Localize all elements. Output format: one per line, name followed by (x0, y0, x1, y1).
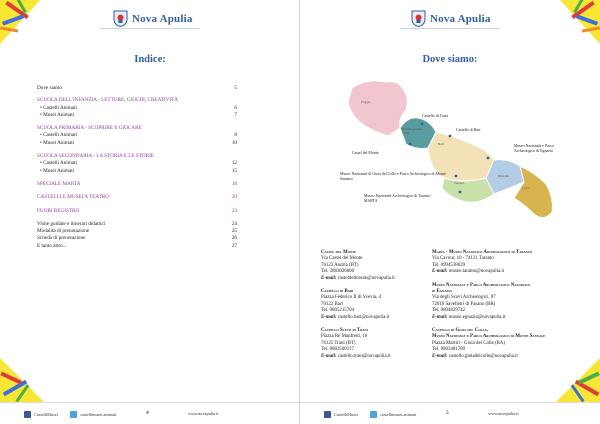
twitter-handle: castellimusei.animati (80, 412, 117, 417)
address-line: 76123 Andria (BT) (321, 262, 359, 268)
facebook-link[interactable] (24, 411, 58, 418)
toc-section[interactable] (37, 208, 237, 215)
address-heading: Castel del Monte (321, 250, 357, 255)
toc-page-number: 20 (231, 194, 237, 201)
address-line: Tel. 0803481780 (432, 347, 466, 353)
toc-page-number: 7 (234, 111, 237, 118)
brand-name: Nova Apulia (430, 12, 491, 25)
toc-page-number: 6 (234, 104, 237, 111)
toc-label: SPECIALE MARTA (37, 180, 81, 187)
toc-label: Modalità di prenotazione (37, 228, 90, 235)
province-label-taranto: Taranto (454, 181, 465, 185)
address-line: Piazza Martiri - Gioia del Colle (BA) (432, 340, 506, 346)
address-heading: Castello di Gioia del Colle, (432, 328, 488, 334)
email-label: E-mail: (321, 314, 337, 320)
toc-label: CASTELLI E MUSEI A TEATRO (37, 194, 109, 201)
address-heading: Castello Svevo di Trani (321, 328, 368, 334)
map-marker (455, 175, 458, 178)
toc-page-number: 18 (231, 180, 237, 187)
toc-page-number: 8 (234, 132, 237, 139)
toc-entry[interactable] (37, 85, 237, 92)
toc-section[interactable] (37, 153, 237, 160)
toc-entry[interactable] (37, 105, 237, 112)
website-link[interactable] (488, 411, 519, 416)
email-line[interactable] (432, 354, 545, 360)
right-page (300, 0, 600, 424)
email-label: E-mail: (432, 353, 448, 359)
toc-label: • Musei Animati (40, 139, 75, 146)
facebook-icon (324, 411, 331, 418)
address-heading: Marta - Museo Nazionale Archeologico di Taranto (432, 250, 533, 255)
toc-label: FUORI REGISTRO (37, 207, 80, 214)
address-block (321, 250, 395, 282)
map-marker (421, 123, 424, 126)
address-heading: Museo Nazionale e Parco Archeologico Nazionale (432, 282, 531, 288)
province-label-foggia: Foggia (361, 100, 371, 104)
toc-label: • Castelli Animati (40, 104, 77, 111)
crayons-corner-icon (0, 0, 52, 52)
twitter-icon (370, 411, 377, 418)
email-line[interactable] (321, 276, 395, 282)
address-block (432, 250, 545, 276)
facebook-handle: CastelliMusei (34, 412, 58, 417)
crayons-corner-icon (0, 350, 52, 402)
address-block (321, 328, 395, 360)
address-block (432, 283, 545, 321)
email-line[interactable] (432, 315, 545, 321)
toc-page-number: 10 (231, 139, 237, 146)
toc-entry[interactable] (37, 140, 237, 147)
address-line: Piazza Re Manfredi, 16 (321, 334, 368, 340)
facebook-handle: CastelliMusei (334, 412, 358, 417)
map-marker (449, 135, 452, 138)
address-line: Tel. 3883026000 (321, 269, 355, 275)
province-taranto (442, 178, 494, 202)
province-label-lecce: Lecce (522, 186, 531, 190)
toc-page-number: 26 (231, 235, 237, 242)
facebook-icon (24, 411, 31, 418)
twitter-link[interactable] (70, 411, 116, 418)
email-line[interactable] (321, 354, 395, 360)
page-number: 5 (446, 410, 449, 416)
address-line: Via Castel del Monte (321, 256, 363, 262)
website-url: www.novapulia.it (488, 411, 519, 416)
twitter-handle: castellimusei.animati (380, 412, 417, 417)
email-label: E-mail: (432, 314, 448, 320)
brand-name: Nova Apulia (132, 12, 193, 25)
page-title: Indice: (134, 54, 166, 65)
toc-page-number: 5 (234, 85, 237, 91)
address-line: 70122 Bari (321, 301, 343, 307)
address-line: Piazza Federico II di Svevia, 4 (321, 295, 382, 301)
email-label: E-mail: (321, 275, 337, 281)
brand-logo[interactable] (411, 10, 491, 27)
address-line: Tel. 0883500117 (321, 347, 354, 353)
toc-label: Scheda di prenotazione (37, 235, 86, 242)
toc-label: • Musei Animati (40, 167, 75, 174)
toc-label: • Castelli Animati (40, 160, 77, 167)
toc-entry[interactable] (37, 132, 237, 139)
label-castello-trani: Castello di Trani (422, 114, 448, 118)
address-line: Tel. 0805215704 (321, 308, 355, 314)
toc-section[interactable] (37, 181, 237, 188)
address-line: Via Cavour, 10 - 74121 Taranto (432, 256, 494, 262)
province-label-bari: Bari (438, 142, 444, 146)
email-line[interactable] (321, 315, 395, 321)
address-heading: di Egnazia (432, 289, 452, 295)
page-footer (300, 402, 600, 424)
email-address[interactable]: museo.egnazia@novapulia.it (448, 314, 506, 320)
toc-entry[interactable] (37, 112, 237, 119)
page-number: 4 (146, 410, 149, 416)
twitter-icon (70, 411, 77, 418)
email-address[interactable]: castello.bari@novapulia.it (337, 314, 390, 320)
toc-label: SCUOLA PRIMARIA - SCOPRIRE E GIOCARE (37, 125, 142, 132)
address-line: 72010 Savelletri di Fasano (BR) (432, 301, 496, 307)
email-address[interactable]: museo.taranto@novapulia.it (448, 269, 505, 275)
website-link[interactable] (188, 411, 219, 416)
toc-page-number: 23 (231, 207, 237, 214)
address-line: Via degli Scavi Archeologici, 87 (432, 295, 496, 301)
email-line[interactable] (432, 269, 545, 275)
website-url: www.novapulia.it (188, 411, 219, 416)
toc-page-number: 25 (231, 228, 237, 235)
toc-entry[interactable] (37, 168, 237, 175)
toc-page-number: 24 (231, 220, 237, 227)
label-castel-del-monte: Castel del Monte (352, 151, 379, 155)
brand-logo[interactable] (113, 10, 193, 27)
email-label: E-mail: (321, 353, 337, 359)
facebook-link[interactable] (324, 411, 358, 418)
email-address[interactable]: castello.trani@novapulia.it (337, 353, 391, 359)
twitter-link[interactable] (370, 411, 416, 418)
header-divider (400, 28, 500, 29)
address-line: Tel. 0804829742 (432, 308, 466, 314)
toc-label: • Musei Animati (40, 111, 75, 118)
address-line: 76125 Trani (BT) (321, 340, 356, 346)
table-of-contents (37, 85, 237, 250)
crayons-corner-icon (548, 0, 600, 52)
header-divider (100, 28, 200, 29)
page-footer (0, 402, 300, 424)
page-title: Dove siamo: (422, 54, 478, 65)
label-museo-egnazia: Museo Nazionale e Parco Archeologico di Egnazia (514, 144, 554, 153)
shield-icon (411, 10, 426, 27)
toc-entry[interactable] (37, 160, 237, 167)
toc-section[interactable] (37, 97, 237, 104)
map-marker (459, 191, 462, 194)
map-marker (487, 157, 490, 160)
toc-page-number: 27 (231, 242, 237, 249)
toc-entry[interactable] (37, 243, 237, 250)
province-label-bat: Barletta Andria Trani (402, 127, 423, 135)
address-block (432, 328, 545, 360)
toc-entry[interactable] (37, 221, 237, 228)
toc-label: Visite guidate e itinerari didattici (37, 220, 106, 227)
address-column-left (321, 250, 395, 367)
address-column-right (432, 250, 545, 367)
toc-label: E tanto altro... (37, 242, 67, 249)
address-heading: Castello di Bari (321, 289, 354, 295)
address-block (321, 289, 395, 321)
label-castello-bari: Castello di Bari (456, 128, 481, 132)
toc-section[interactable] (37, 125, 237, 132)
email-label: E-mail: (432, 269, 448, 275)
toc-label: SCUOLA SECONDARIA - LA STORIA E LE STORIE (37, 153, 154, 160)
address-heading: Museo Nazionale e Parco Archeologico di Monte Sannace (432, 334, 546, 340)
toc-label: SCUOLA DELL'INFANZIA - LETTURE, GIOCHI, CREATIVITÀ (37, 97, 179, 104)
apulia-map (338, 74, 566, 230)
province-label-brindisi: Brindisi (498, 174, 509, 178)
email-address[interactable]: castello.gioiadelcolle@novapulia.it (448, 353, 518, 359)
toc-entry[interactable] (37, 228, 237, 235)
toc-entry[interactable] (37, 235, 237, 242)
crayons-corner-icon (548, 350, 600, 402)
email-address[interactable]: casteldelmonte@novapulia.it (337, 275, 395, 281)
toc-label: • Castelli Animati (40, 132, 77, 139)
province-foggia (348, 81, 407, 136)
address-line: Tel. 0994538639 (432, 262, 466, 268)
toc-page-number: 15 (231, 167, 237, 174)
toc-section[interactable] (37, 194, 237, 201)
toc-label: Dove siamo (37, 85, 62, 91)
shield-icon (113, 10, 128, 27)
label-museo-marta: Museo Nazionale Archeologico di Taranto - MARTA (364, 194, 433, 203)
toc-page-number: 12 (231, 160, 237, 167)
label-museo-gioia: Museo Nazionale di Gioia del Colle e Parco Archeologico di Monte Sannace (340, 172, 446, 181)
map-marker (409, 143, 412, 146)
